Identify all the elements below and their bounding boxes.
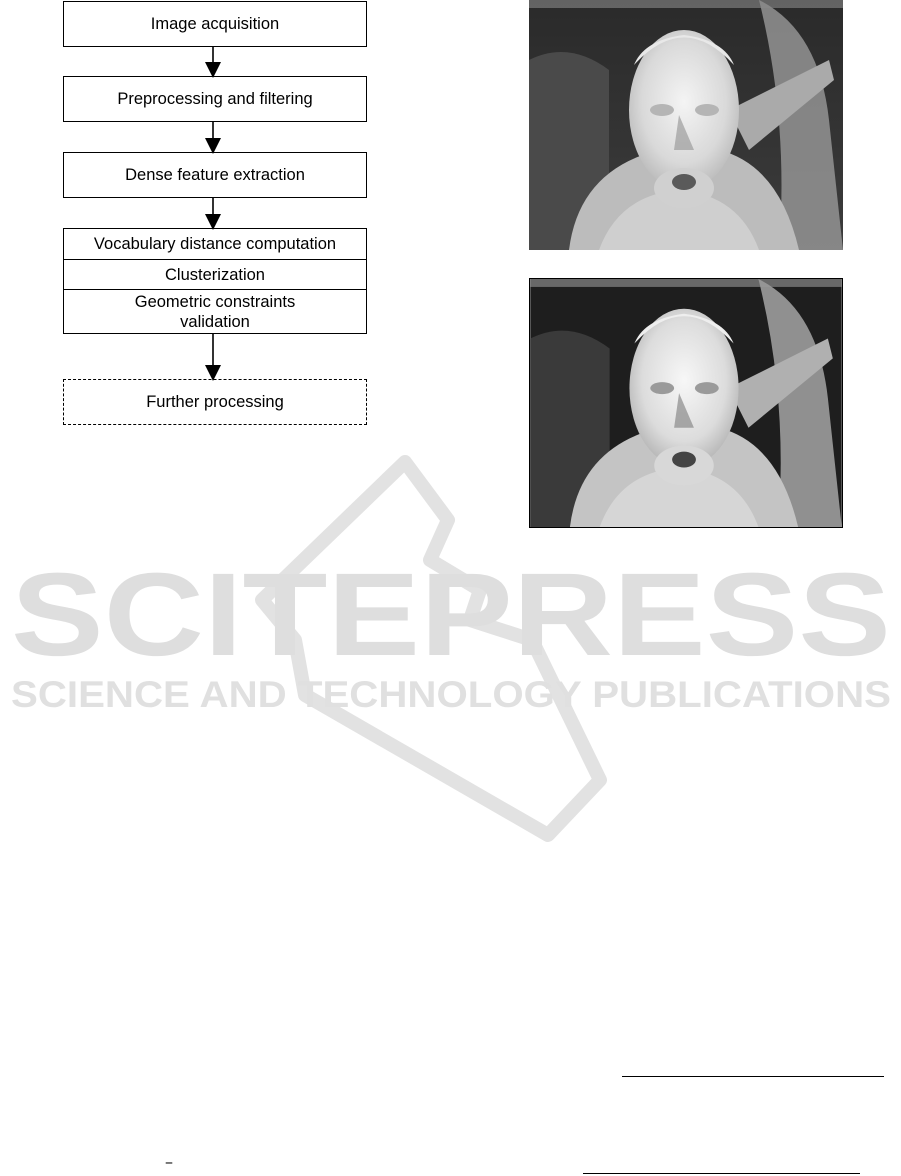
rule-line-lower [583,1173,860,1174]
watermark-title: SCITEPRESS [11,549,891,681]
substep-label: Vocabulary distance computation [93,235,337,253]
thermal-face-image-enhanced [529,278,843,528]
step-label: Preprocessing and filtering [117,90,313,108]
step-label: Further processing [146,393,284,411]
step-label: Dense feature extraction [125,166,305,184]
step-label: Image acquisition [150,15,280,33]
formula-bar-symbol: – [165,1152,173,1171]
rule-line-upper [622,1076,884,1077]
substep-label: Geometric constraints validation [134,292,296,331]
substep-label: Clusterization [165,265,265,284]
thermal-face-image [529,0,843,250]
watermark-subtitle: SCIENCE AND TECHNOLOGY PUBLICATIONS [11,674,891,715]
